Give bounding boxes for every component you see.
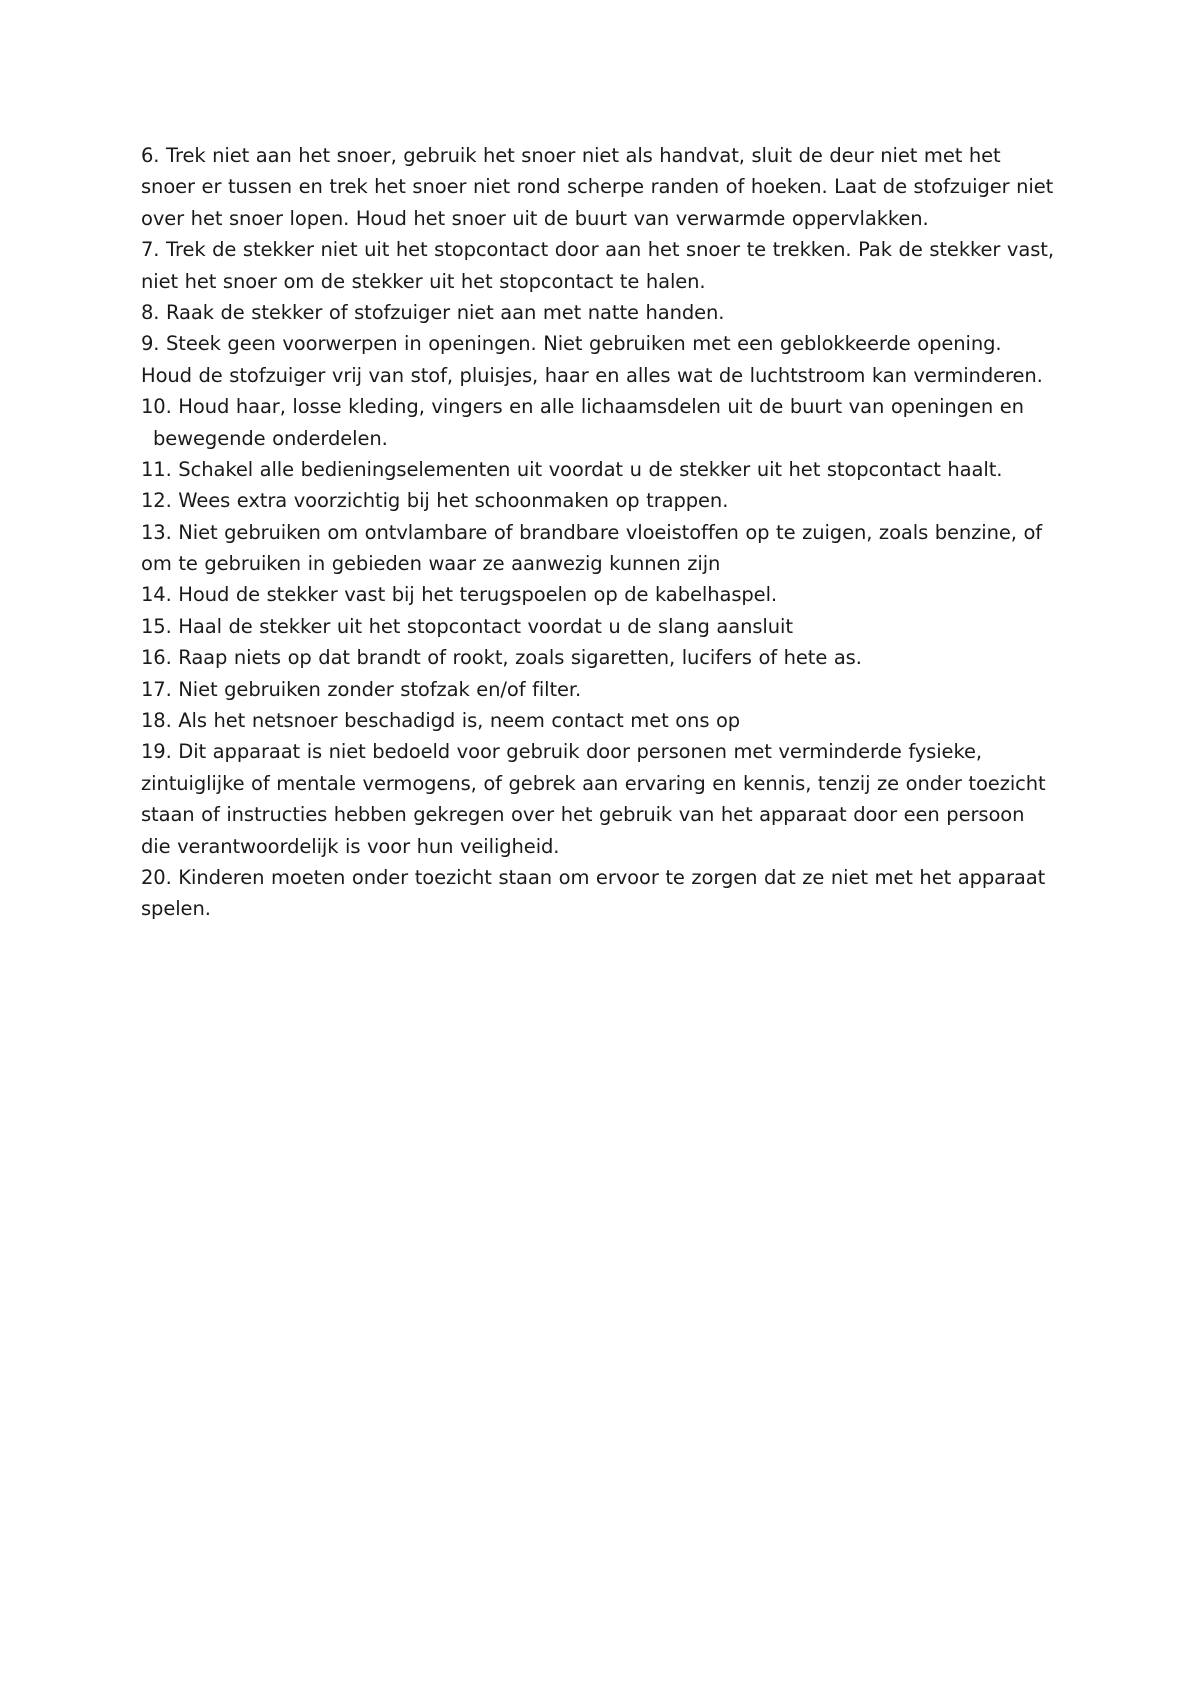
text-line: spelen. (141, 897, 211, 921)
text-line: bewegende onderdelen. (153, 426, 388, 450)
text-line: staan of instructies hebben gekregen over het gebruik van het apparaat door een persoon (141, 803, 1025, 827)
text-line: 16. Raap niets op dat brandt of rookt, zoals sigaretten, lucifers of hete as. (141, 646, 862, 670)
text-line: over het snoer lopen. Houd het snoer uit de buurt van verwarmde oppervlakken. (141, 206, 929, 230)
text-line: 18. Als het netsnoer beschadigd is, neem contact met ons op (141, 709, 741, 733)
text-line: 19. Dit apparaat is niet bedoeld voor gebruik door personen met verminderde fysieke, (141, 740, 982, 764)
text-line: 6. Trek niet aan het snoer, gebruik het snoer niet als handvat, sluit de deur niet met het (141, 144, 1001, 167)
text-line: snoer er tussen en trek het snoer niet rond scherpe randen of hoeken. Laat de stofzuiger niet (141, 175, 1054, 199)
text-line: 14. Houd de stekker vast bij het terugspoelen op de kabelhaspel. (141, 583, 777, 607)
text-line: 11. Schakel alle bedieningselementen uit voordat u de stekker uit het stopcontact haalt. (141, 457, 1003, 481)
text-line: 12. Wees extra voorzichtig bij het schoonmaken op trappen. (141, 489, 729, 513)
text-line: 7. Trek de stekker niet uit het stopcontact door aan het snoer te trekken. Pak de stekker vast, (141, 238, 1054, 262)
text-line: 15. Haal de stekker uit het stopcontact voordat u de slang aansluit (141, 614, 793, 638)
text-line: Houd de stofzuiger vrij van stof, pluisjes, haar en alles wat de luchtstroom kan verminderen. (141, 363, 1043, 387)
text-line: die verantwoordelijk is voor hun veiligheid. (141, 834, 560, 858)
text-line: 17. Niet gebruiken zonder stofzak en/of filter. (141, 677, 582, 701)
safety-instructions-text (141, 140, 1061, 925)
text-line: niet het snoer om de stekker uit het stopcontact te halen. (141, 269, 706, 293)
text-line: zintuiglijke of mentale vermogens, of gebrek aan ervaring en kennis, tenzij ze onder toezicht (141, 771, 1046, 795)
text-line: 10. Houd haar, losse kleding, vingers en alle lichaamsdelen uit de buurt van openingen en (141, 395, 1024, 419)
text-line: 9. Steek geen voorwerpen in openingen. Niet gebruiken met een geblokkeerde opening. (141, 332, 1002, 356)
text-line: 13. Niet gebruiken om ontvlambare of brandbare vloeistoffen op te zuigen, zoals benzine, of (141, 520, 1043, 544)
text-line: 8. Raak de stekker of stofzuiger niet aan met natte handen. (141, 300, 725, 324)
text-line: om te gebruiken in gebieden waar ze aanwezig kunnen zijn (141, 552, 721, 576)
text-line: 20. Kinderen moeten onder toezicht staan om ervoor te zorgen dat ze niet met het apparaat (141, 865, 1046, 889)
